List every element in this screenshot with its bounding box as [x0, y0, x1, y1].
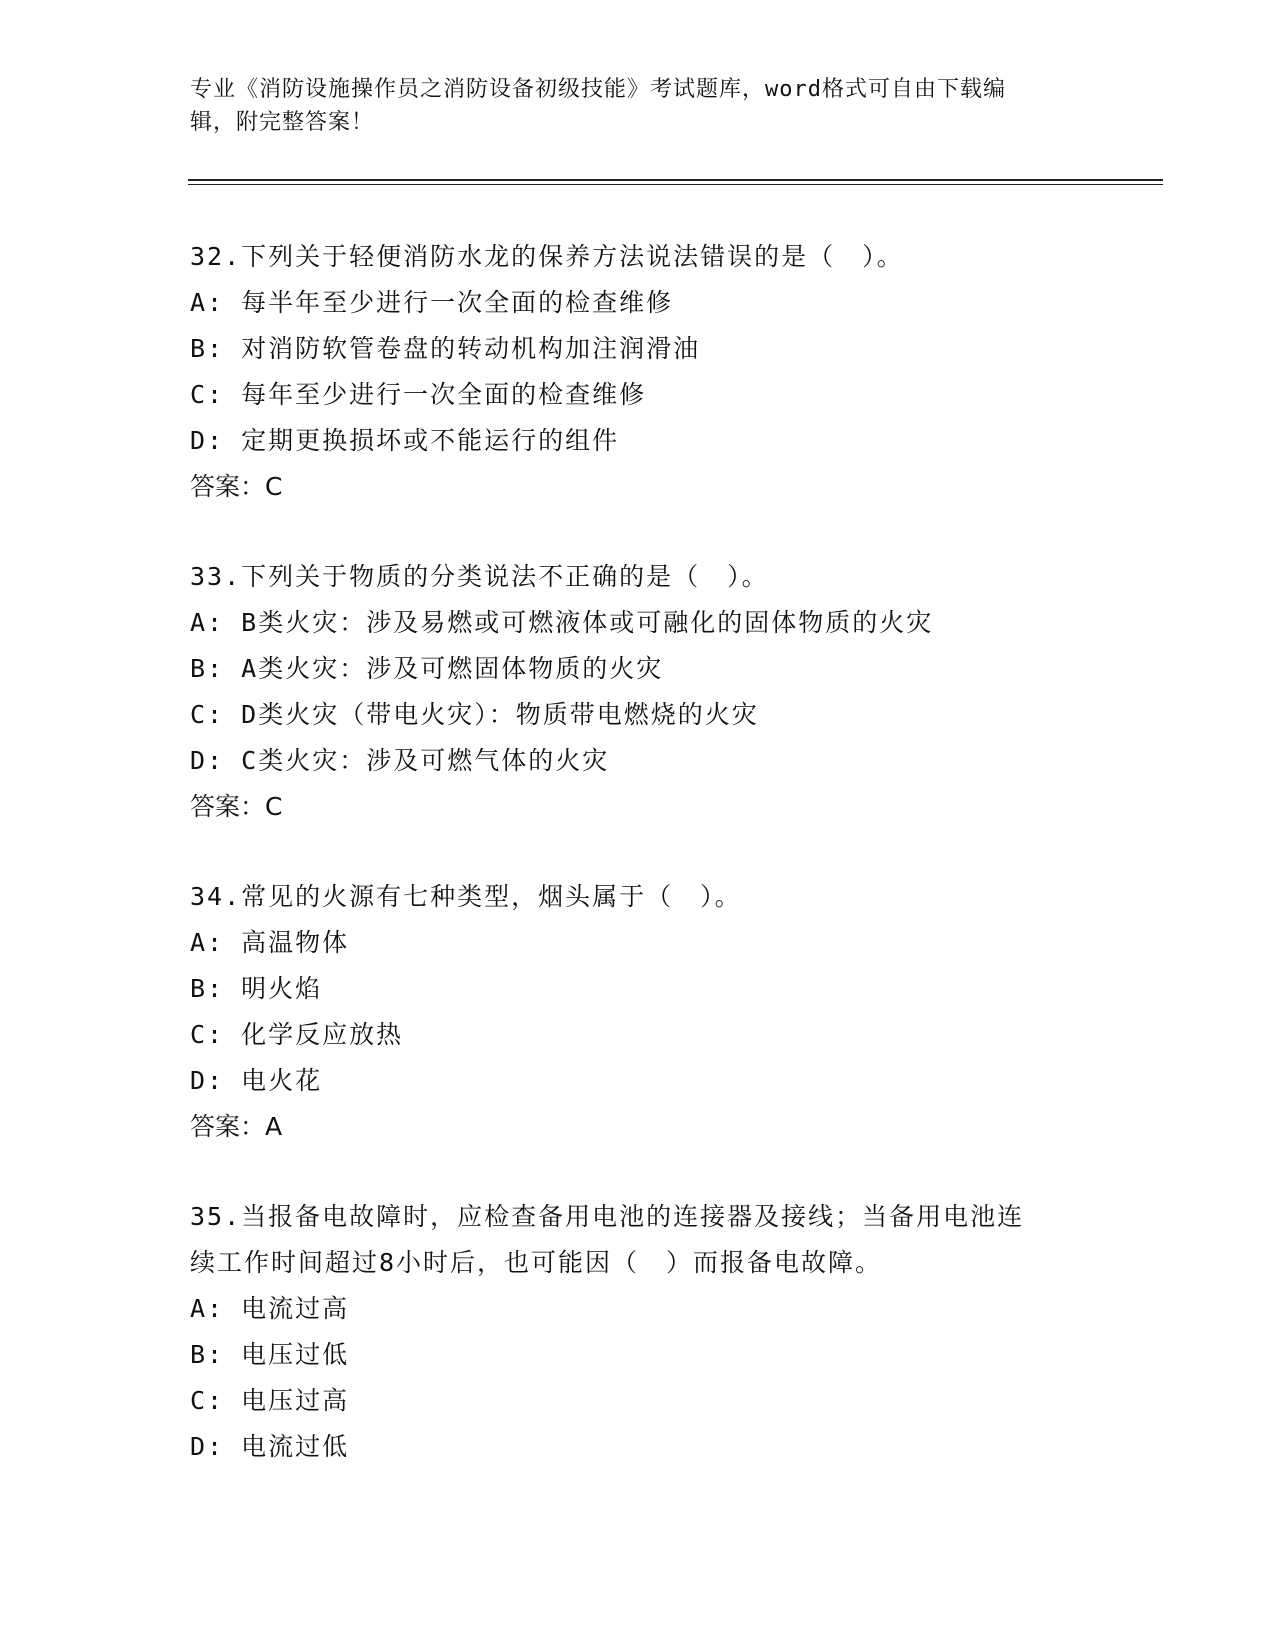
question-35	[190, 1194, 1090, 1470]
option-b: B: 电压过低	[190, 1340, 350, 1369]
option-c: C: 化学反应放热	[190, 1020, 404, 1049]
question-list	[190, 234, 1090, 1514]
document-header	[190, 73, 1090, 139]
option-a: A: 高温物体	[190, 928, 350, 957]
question-stem: 34.常见的火源有七种类型，烟头属于（ ）。	[190, 882, 742, 911]
option-a: A: 电流过高	[190, 1294, 350, 1323]
option-c: C: 电压过高	[190, 1386, 350, 1415]
option-d: D: 电火花	[190, 1066, 323, 1095]
answer: 答案：C	[190, 472, 283, 501]
question-32	[190, 234, 1090, 510]
option-d: D: 定期更换损坏或不能运行的组件	[190, 426, 620, 455]
option-d: D: C类火灾：涉及可燃气体的火灾	[190, 746, 610, 775]
option-b: B: 对消防软管卷盘的转动机构加注润滑油	[190, 334, 701, 363]
header-divider-top	[188, 179, 1163, 181]
option-b: B: A类火灾：涉及可燃固体物质的火灾	[190, 654, 664, 683]
header-divider-bottom	[188, 184, 1163, 185]
option-c: C: D类火灾（带电火灾）：物质带电燃烧的火灾	[190, 700, 759, 729]
option-d: D: 电流过低	[190, 1432, 350, 1461]
header-line-2: 辑，附完整答案！	[190, 110, 375, 135]
question-stem-line-1: 35.当报备电故障时，应检查备用电池的连接器及接线；当备用电池连	[190, 1202, 1025, 1231]
option-a: A: 每半年至少进行一次全面的检查维修	[190, 288, 674, 317]
option-a: A: B类火灾：涉及易燃或可燃液体或可融化的固体物质的火灾	[190, 608, 934, 637]
question-33	[190, 554, 1090, 830]
option-b: B: 明火焰	[190, 974, 323, 1003]
answer: 答案：C	[190, 792, 283, 821]
question-34	[190, 874, 1090, 1150]
header-line-1: 专业《消防设施操作员之消防设备初级技能》考试题库，word格式可自由下载编	[190, 77, 1006, 102]
question-stem-line-2: 续工作时间超过8小时后，也可能因（ ）而报备电故障。	[190, 1248, 883, 1277]
question-stem: 33.下列关于物质的分类说法不正确的是（ ）。	[190, 562, 769, 591]
answer: 答案：A	[190, 1112, 283, 1141]
option-c: C: 每年至少进行一次全面的检查维修	[190, 380, 647, 409]
question-stem: 32.下列关于轻便消防水龙的保养方法说法错误的是（ ）。	[190, 242, 904, 271]
